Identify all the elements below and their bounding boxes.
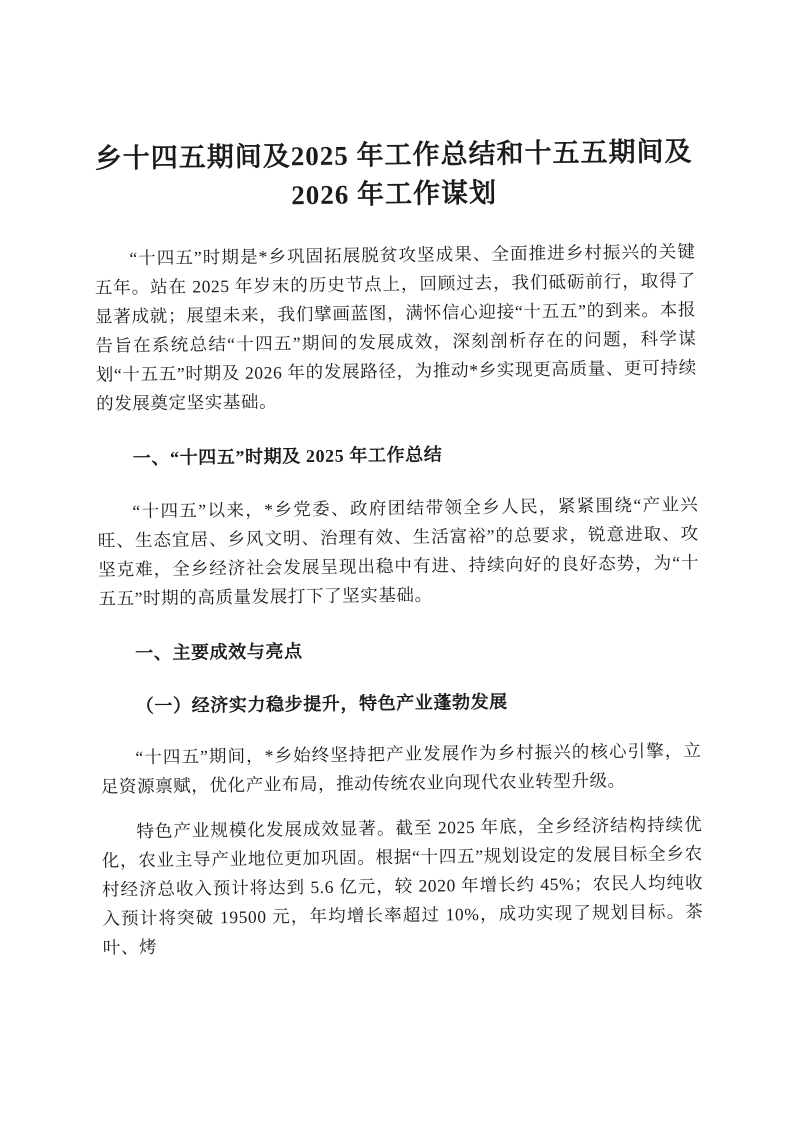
heading-main-achievements: 一、主要成效与亮点	[135, 641, 303, 664]
paragraph-industry-development: “十四五”期间，*乡始终坚持把产业发展作为乡村振兴的核心引擎，立足资源禀赋，优化产业布局，推动传统农业向现代农业转型升级。	[100, 740, 702, 797]
heading-work-summary: 一、“十四五”时期及 2025 年工作总结	[132, 444, 443, 469]
paragraph-economic-figures: 特色产业规模化发展成效显著。截至 2025 年底，全乡经济结构持续优化，农业主导产业地位更加巩固。根据“十四五”规划设定的发展目标全乡农村经济总收入预计将达到 5.6 亿元，较 2020 年增长约 45%；农民人均纯收入预计将突破 19500 元，年均增长率超过 10%，成功实现了规划目标。茶叶、烤	[101, 814, 704, 958]
subheading-economic-strength: （一）经济实力稳步提升，特色产业蓬勃发展	[135, 691, 508, 717]
document-title: 乡十四五期间及2025 年工作总结和十五五期间及2026 年工作谋划	[94, 136, 693, 211]
paragraph-intro: “十四五”时期是*乡巩固拓展脱贫攻坚成果、全面推进乡村振兴的关键五年。站在 2025 年岁末的历史节点上，回顾过去，我们砥砺前行，取得了显著成就；展望未来，我们擘画蓝图，满怀信心迎接“十五五”的到来。本报告旨在系统总结“十四五”期间的发展成效，深刻剖析存在的问题，科学谋划“十五五”时期及 2026 年的发展路径，为推动*乡实现更高质量、更可持续的发展奠定坚实基础。	[94, 241, 697, 414]
paragraph-summary-overview: “十四五”以来，*乡党委、政府团结带领全乡人民，紧紧围绕“产业兴旺、生态宜居、乡风文明、治理有效、生活富裕”的总要求，锐意进取、攻坚克难，全乡经济社会发展呈现出稳中有进、持续向好的良好态势，为“十五五”时期的高质量发展打下了坚实基础。	[97, 494, 700, 609]
